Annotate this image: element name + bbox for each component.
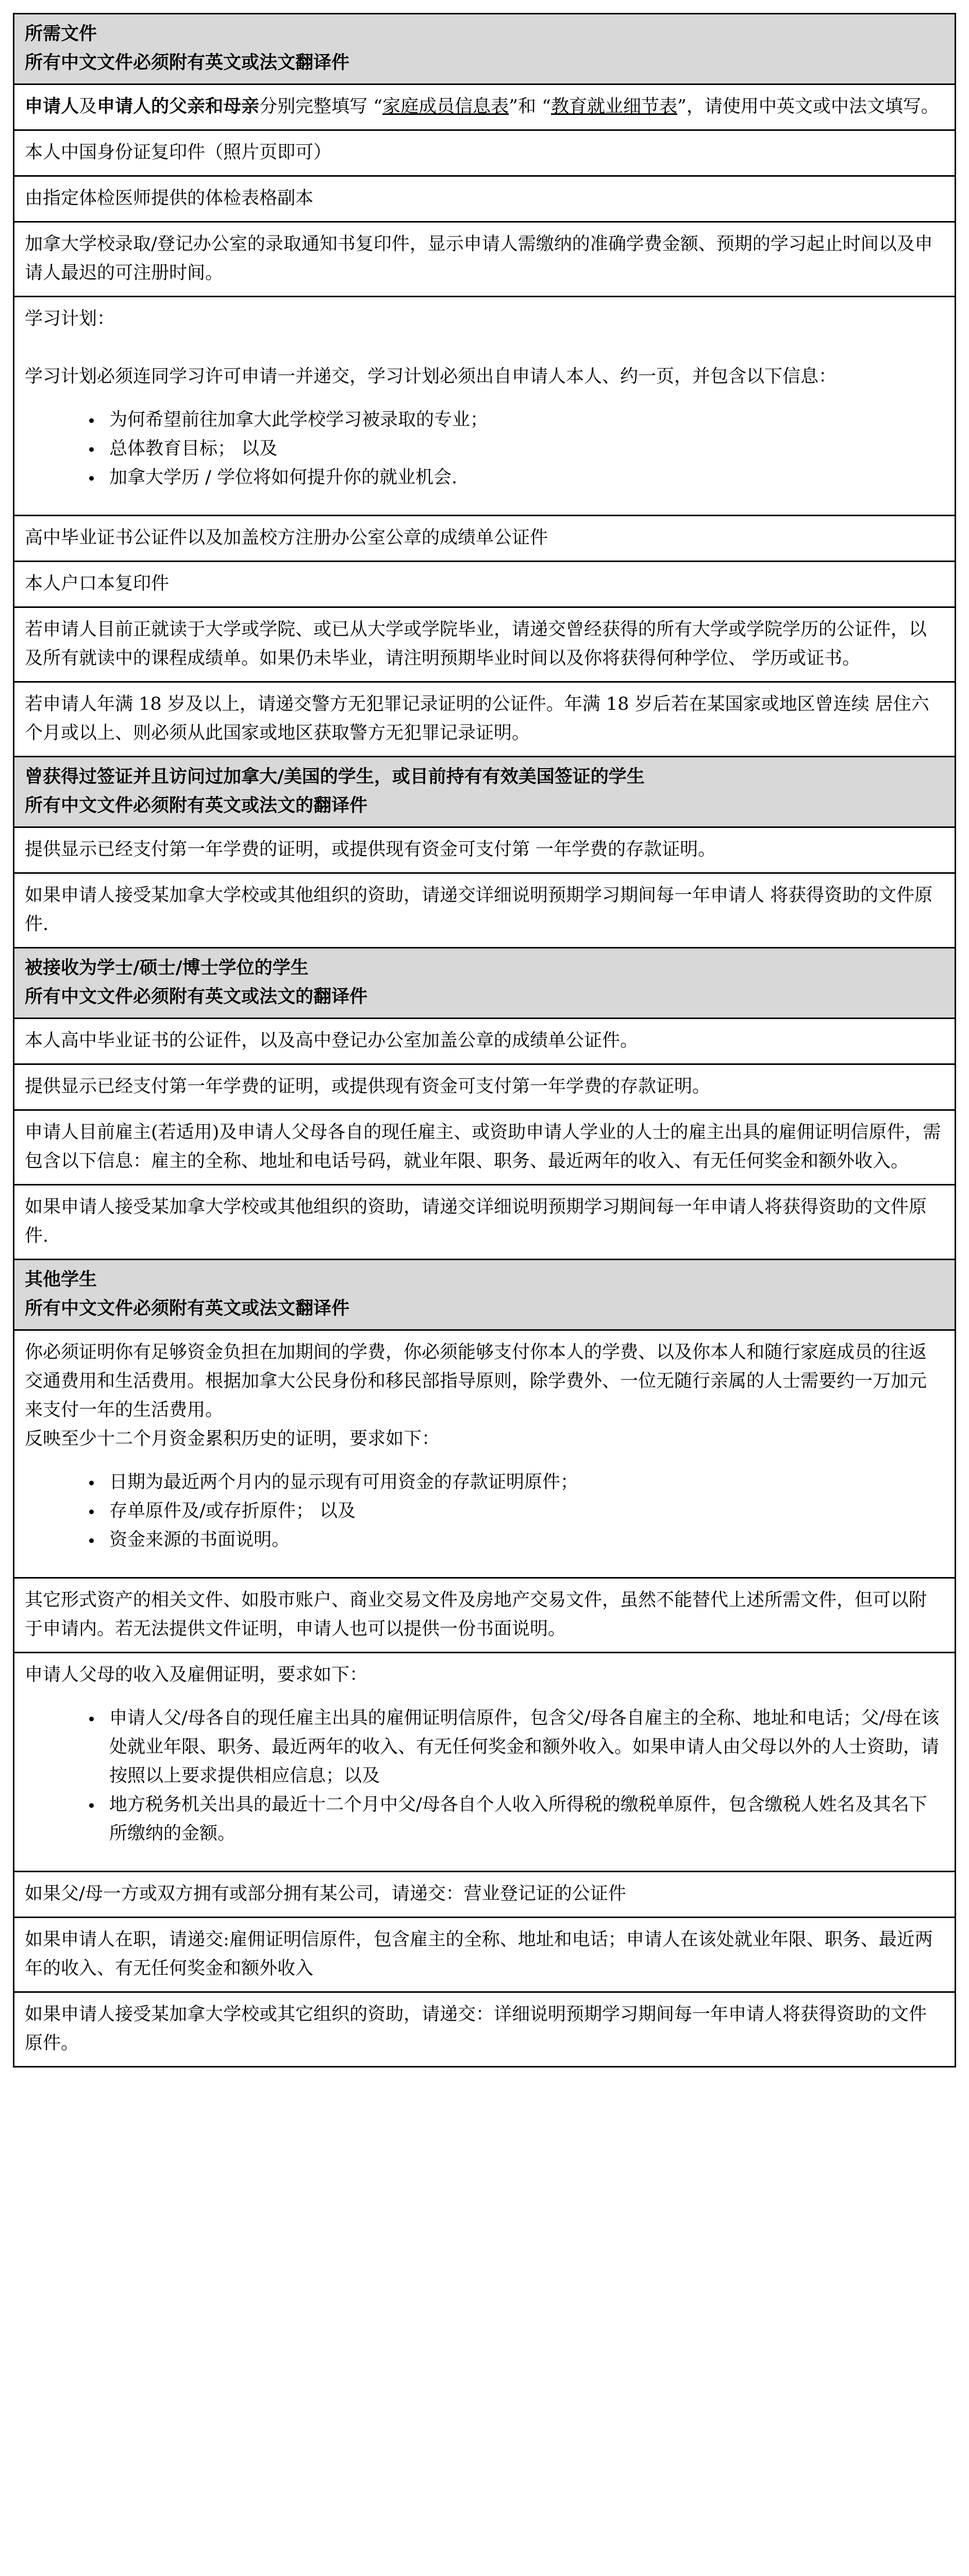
requirement-text: 如果申请人接受某加拿大学校或其它组织的资助，请递交：详细说明预期学习期间每一年申请人将获得资助的文件原件。	[25, 2004, 927, 2054]
requirement-text: 高中毕业证书公证件以及加盖校方注册办公室公章的成绩单公证件	[25, 528, 548, 548]
section-title: 曾获得过签证并且访问过加拿大/美国的学生，或目前持有有效美国签证的学生	[25, 767, 645, 787]
requirement-paragraph: 反映至少十二个月资金累积历史的证明，要求如下：	[25, 1429, 440, 1449]
requirement-row	[14, 874, 955, 948]
requirement-row	[14, 1579, 955, 1653]
requirement-row	[14, 297, 955, 516]
requirement-text: 申请人目前雇主(若适用)及申请人父母各自的现任雇主、或资助申请人学业的人士的雇主出具的雇佣证明信原件，需包含以下信息：雇主的全称、地址和电话号码，就业年限、职务、最近两年的收入、有无任何奖金和额外收入。	[25, 1122, 941, 1172]
requirement-text: 若申请人目前正就读于大学或学院、或已从大学或学院毕业，请递交曾经获得的所有大学或学院学历的公证件，以及所有就读中的课程成绩单。如果仍未毕业，请注明预期毕业时间以及你将获得何种学位、 学历或证书。	[25, 619, 927, 669]
requirement-text: 加拿大学校录取/登记办公室的录取通知书复印件，显示申请人需缴纳的准确学费金额、预期的学习起止时间以及申请人最迟的可注册时间。	[25, 234, 933, 283]
requirement-row	[14, 223, 955, 297]
bullet-list	[25, 405, 944, 492]
requirement-text: 如果申请人接受某加拿大学校或其他组织的资助，请递交详细说明预期学习期间每一年申请人 将获得资助的文件原件.	[25, 885, 933, 935]
requirement-row	[14, 1653, 955, 1872]
document-table	[13, 13, 956, 2067]
section-title: 所需文件	[25, 24, 97, 44]
section-header	[14, 14, 955, 85]
section-title: 被接收为学士/硕士/博士学位的学生	[25, 958, 309, 978]
requirement-text	[25, 92, 944, 121]
bullet-item: • 加拿大学历 / 学位将如何提升你的就业机会.	[102, 463, 944, 492]
text-fragment: 分别完整填写 “	[259, 96, 383, 117]
text-fragment: ”和 “	[509, 96, 552, 117]
requirement-row	[14, 1872, 955, 1918]
requirement-row	[14, 562, 955, 608]
requirement-row	[14, 1019, 955, 1065]
section-subtitle: 所有中文文件必须附有英文或法文翻译件	[25, 53, 350, 73]
bullet-list	[25, 1468, 944, 1554]
requirement-paragraph: 申请人父母的收入及雇佣证明，要求如下：	[25, 1665, 368, 1685]
requirement-row	[14, 683, 955, 757]
requirement-row	[14, 1918, 955, 1993]
bullet-item: • 为何希望前往加拿大此学校学习被录取的专业；	[102, 405, 944, 434]
section-header	[14, 1260, 955, 1331]
bullet-item: • 资金来源的书面说明。	[102, 1526, 944, 1554]
requirement-paragraph: 你必须证明你有足够资金负担在加期间的学费，你必须能够支付你本人的学费、以及你本人和随行家庭成员的往返交通费用和生活费用。根据加拿大公民身份和移民部指导原则，除学费外、一位无随行亲属的人士需要约一万加元来支付一年的生活费用。	[25, 1342, 927, 1420]
requirement-row	[14, 608, 955, 683]
section-subtitle: 所有中文文件必须附有英文或法文的翻译件	[25, 795, 368, 816]
requirement-row	[14, 1111, 955, 1185]
bullet-item: • 地方税务机关出具的最近十二个月中父/母各自个人收入所得税的缴税单原件，包含缴税人姓名及其名下所缴纳的金额。	[102, 1790, 944, 1848]
requirement-text: 如果申请人接受某加拿大学校或其他组织的资助，请递交详细说明预期学习期间每一年申请人将获得资助的文件原件.	[25, 1197, 927, 1246]
section-subtitle: 所有中文文件必须附有英文或法文的翻译件	[25, 987, 368, 1007]
requirement-text: 本人中国身份证复印件（照片页即可）	[25, 142, 332, 163]
section-title: 其他学生	[25, 1269, 97, 1290]
requirement-row	[14, 1993, 955, 2067]
section-subtitle: 所有中文文件必须附有英文或法文翻译件	[25, 1298, 350, 1319]
text-fragment: 申请人	[25, 96, 79, 117]
section-header	[14, 757, 955, 828]
requirement-row	[14, 1185, 955, 1260]
text-fragment: 申请人的父亲和母亲	[97, 96, 260, 117]
requirement-text: 提供显示已经支付第一年学费的证明，或提供现有资金可支付第一年学费的存款证明。	[25, 1076, 711, 1097]
requirement-row	[14, 85, 955, 131]
form-link[interactable]: 家庭成员信息表	[382, 96, 509, 117]
requirement-paragraph: 学习计划必须连同学习许可申请一并递交，学习计划必须出自申请人本人、约一页，并包含以下信息：	[25, 366, 837, 387]
requirement-row	[14, 1065, 955, 1111]
requirement-text: 提供显示已经支付第一年学费的证明，或提供现有资金可支付第 一年学费的存款证明。	[25, 839, 716, 860]
requirement-text: 由指定体检医师提供的体检表格副本	[25, 188, 314, 209]
requirement-text: 如果父/母一方或双方拥有或部分拥有某公司，请递交：营业登记证的公证件	[25, 1884, 626, 1904]
bullet-list	[25, 1704, 944, 1848]
requirement-row	[14, 177, 955, 223]
text-fragment: ”，请使用中英文或中法文填写。	[677, 96, 939, 117]
requirement-text: 如果申请人在职，请递交:雇佣证明信原件，包含雇主的全称、地址和电话；申请人在该处就业年限、职务、最近两年的收入、有无任何奖金和额外收入	[25, 1929, 933, 1979]
requirement-row	[14, 131, 955, 177]
requirement-text: 其它形式资产的相关文件、如股市账户、商业交易文件及房地产交易文件，虽然不能替代上述所需文件，但可以附于申请内。若无法提供文件证明，申请人也可以提供一份书面说明。	[25, 1590, 927, 1639]
section-header	[14, 948, 955, 1019]
requirement-text: 若申请人年满 18 岁及以上，请递交警方无犯罪记录证明的公证件。年满 18 岁后若在某国家或地区曾连续 居住六个月或以上、则必须从此国家或地区获取警方无犯罪记录证明。	[25, 694, 929, 743]
paragraph-gap	[25, 333, 944, 362]
bullet-item: • 日期为最近两个月内的显示现有可用资金的存款证明原件；	[102, 1468, 944, 1497]
requirement-text: 本人户口本复印件	[25, 573, 170, 594]
requirement-paragraph: 学习计划：	[25, 309, 115, 329]
requirement-text: 本人高中毕业证书的公证件，以及高中登记办公室加盖公章的成绩单公证件。	[25, 1030, 639, 1051]
requirement-row	[14, 828, 955, 874]
bullet-item: • 存单原件及/或存折原件； 以及	[102, 1497, 944, 1526]
bullet-item: • 申请人父/母各自的现任雇主出具的雇佣证明信原件，包含父/母各自雇主的全称、地址和电话；父/母在该处就业年限、职务、最近两年的收入、有无任何奖金和额外收入。如果申请人由父母以外的人士资助，请按照以上要求提供相应信息；以及	[102, 1704, 944, 1790]
requirement-row	[14, 516, 955, 562]
form-link[interactable]: 教育就业细节表	[551, 96, 678, 117]
bullet-item: • 总体教育目标； 以及	[102, 434, 944, 463]
text-fragment: 及	[79, 96, 97, 117]
requirement-row	[14, 1331, 955, 1579]
